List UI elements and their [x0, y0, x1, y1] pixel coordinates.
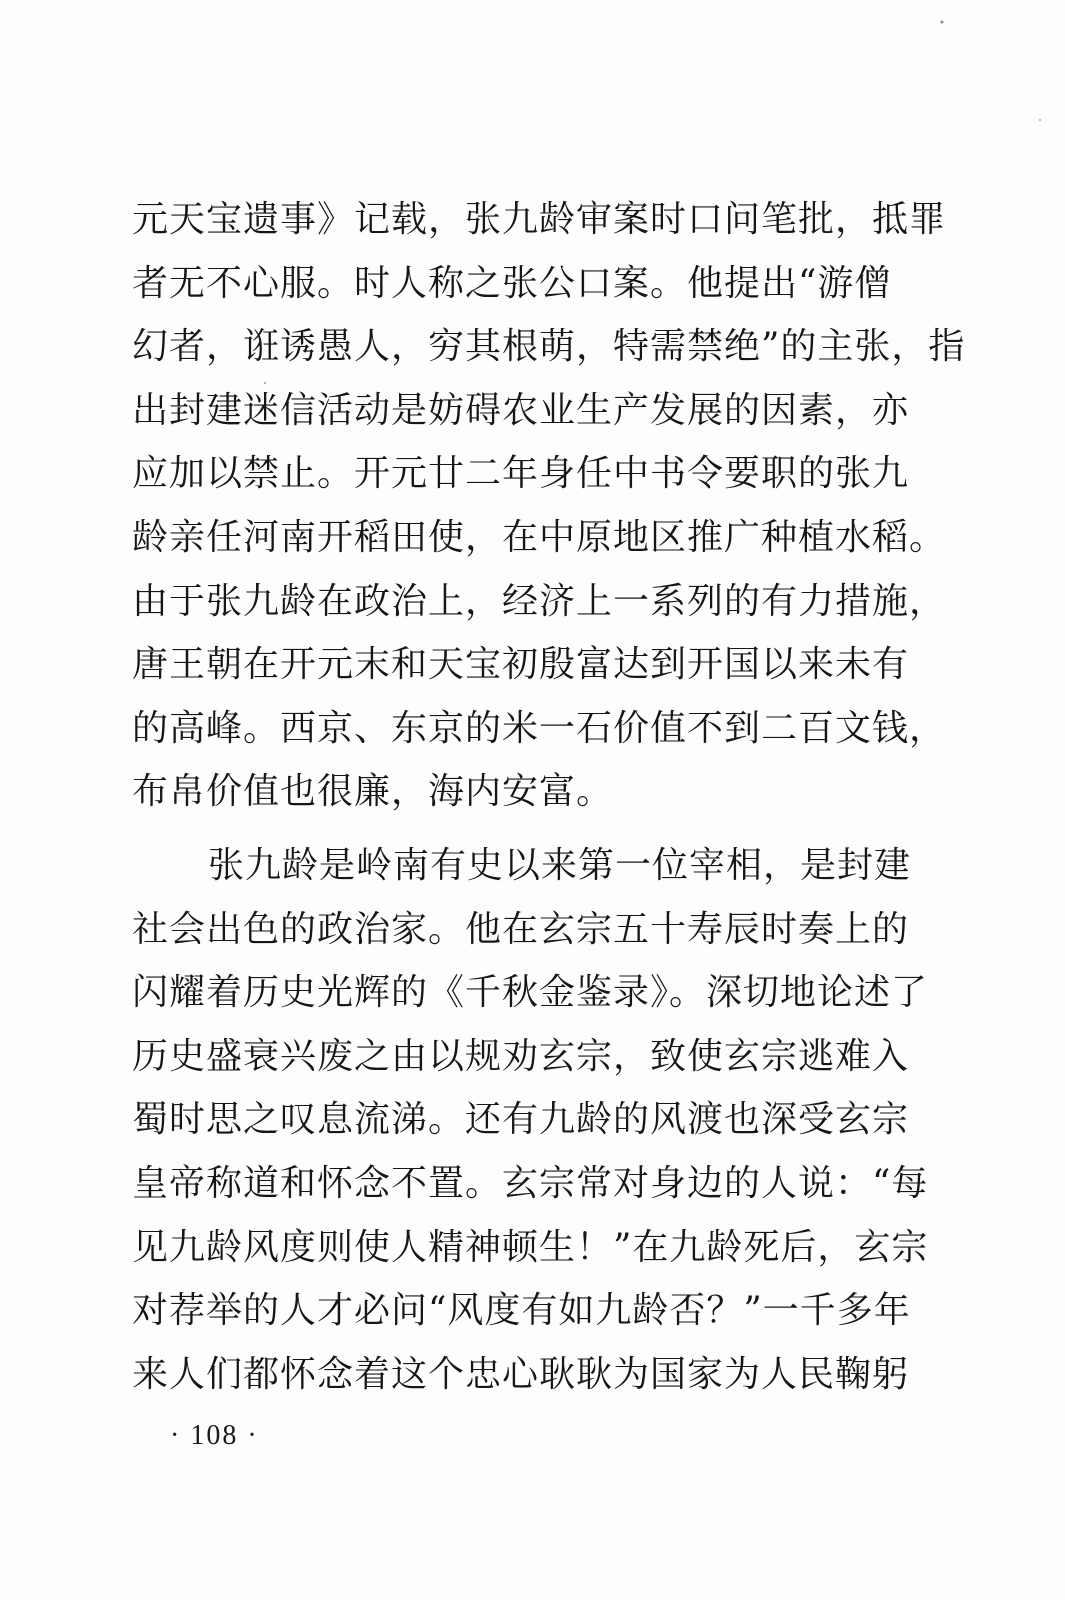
page-number: · 108 · [170, 1420, 259, 1451]
text-line: 出封建迷信活动是妨碍农业生产发展的因素，亦 [132, 389, 910, 431]
text-line: 张九龄是岭南有史以来第一位宰相，是封建 [208, 844, 912, 886]
text-line: 者无不心服。时人称之张公口案。他提出“游僧 [132, 262, 892, 304]
text-line: 蜀时思之叹息流涕。还有九龄的风渡也深受玄宗 [132, 1099, 910, 1141]
body-text [132, 188, 966, 1406]
text-line: 对荐举的人才必问“风度有如九龄否？”一千多年 [132, 1290, 911, 1332]
text-line: 元天宝遗事》记载，张九龄审案时口问笔批，抵罪 [132, 199, 947, 240]
text-line: 由于张九龄在政治上，经济上一系列的有力措施， [132, 580, 947, 622]
paragraph-1 [132, 188, 966, 824]
text-line: 来人们都怀念着这个忠心耿耿为国家为人民鞠躬 [132, 1353, 910, 1395]
text-line: 社会出色的政治家。他在玄宗五十寿辰时奏上的 [132, 908, 910, 950]
text-line: 龄亲任河南开稻田使，在中原地区推广种植水稻。 [132, 516, 947, 558]
paragraph-2 [132, 834, 940, 1406]
text-line: 历史盛衰兴废之由以规劝玄宗，致使玄宗逃难入 [132, 1035, 910, 1077]
text-line: 应加以禁止。开元廿二年身任中书令要职的张九 [132, 453, 910, 495]
text-line: 布帛价值也很廉，海内安富。 [132, 771, 614, 813]
text-line: 皇帝称道和怀念不置。玄宗常对身边的人说：“每 [132, 1162, 929, 1204]
text-line: 唐王朝在开元末和天宝初殷富达到开国以来未有 [132, 644, 910, 686]
paragraph-gap [132, 824, 940, 834]
text-line: 幻者，诳诱愚人，穷其根萌，特需禁绝”的主张，指 [132, 326, 966, 368]
text-line: 见九龄风度则使人精神顿生！”在九龄死后，玄宗 [132, 1226, 929, 1268]
text-line: 闪耀着历史光辉的《千秋金鉴录》。深切地论述了 [132, 972, 929, 1014]
text-line: 的高峰。西京、东京的米一石价值不到二百文钱， [132, 707, 947, 749]
